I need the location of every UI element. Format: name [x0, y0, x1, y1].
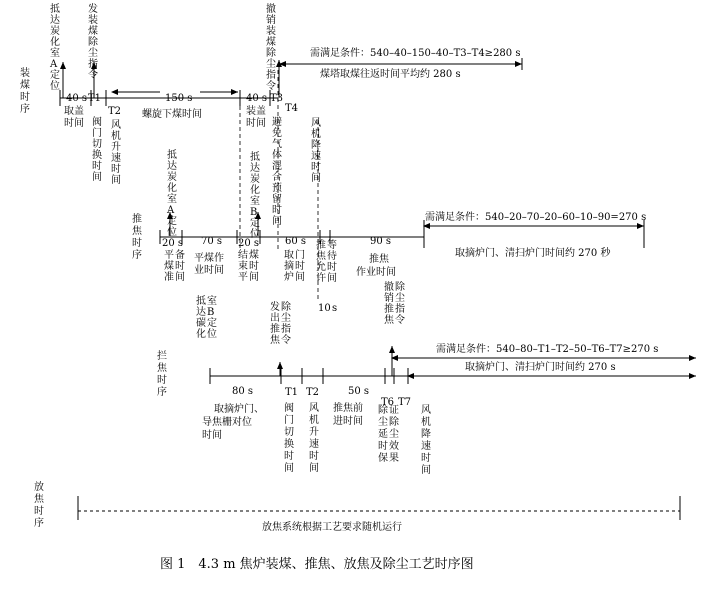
- vertical-char: 时: [111, 164, 121, 175]
- vertical-char: 风: [311, 118, 321, 129]
- vertical-char: 出: [270, 313, 280, 324]
- guide-cancel-dust: [384, 280, 406, 326]
- vertical-char: 除: [389, 417, 399, 428]
- vertical-char: 混: [272, 161, 282, 172]
- charging-fan-down: [311, 117, 321, 184]
- guide-50: 50 s: [348, 386, 370, 397]
- charging-40a: 40 s: [66, 93, 88, 104]
- vertical-char: 降: [311, 140, 321, 151]
- vertical-char: 时: [175, 261, 185, 272]
- pushing-arrive-a: [166, 148, 177, 238]
- vertical-char: 室: [207, 296, 217, 307]
- vertical-char: 尘: [281, 313, 291, 324]
- vertical-char: 预: [272, 183, 282, 194]
- vertical-char: 体: [272, 150, 282, 161]
- vertical-char: 指: [266, 70, 276, 81]
- vertical-char: 装: [88, 15, 98, 26]
- vertical-char: 机: [111, 131, 121, 142]
- vertical-char: 焦: [157, 363, 167, 374]
- vertical-char: 速: [421, 441, 431, 452]
- vertical-char: 令: [266, 81, 276, 92]
- vertical-char: 升: [309, 427, 319, 438]
- vertical-char: 炭: [250, 174, 260, 185]
- vertical-char: 备: [175, 250, 185, 261]
- vertical-char: 时: [249, 261, 259, 272]
- guide-valve: [284, 401, 294, 474]
- vertical-char: 位: [207, 329, 217, 340]
- vertical-char: 时: [20, 92, 30, 103]
- guide-t2: T2: [306, 387, 320, 398]
- vertical-char: 定: [207, 318, 217, 329]
- vertical-char: 煤: [20, 80, 30, 91]
- vertical-char: 气: [272, 139, 282, 150]
- vertical-char: 保: [378, 453, 388, 464]
- vertical-char: 焦: [132, 226, 142, 237]
- vertical-char: 间: [421, 465, 431, 476]
- charging-t4: T4: [285, 103, 299, 114]
- charging-avoid-gas: [272, 116, 282, 227]
- vertical-char: 化: [50, 37, 60, 48]
- vertical-char: 切: [92, 139, 102, 150]
- pushing-90: 90 s: [370, 236, 392, 247]
- guide-arrive-b: [196, 294, 217, 340]
- vertical-char: 间: [327, 273, 337, 284]
- vertical-char: 指: [395, 304, 405, 315]
- pushing-push-work2: 作业时间: [356, 267, 396, 278]
- vertical-char: 抵: [167, 150, 177, 161]
- vertical-char: 炭: [50, 26, 60, 37]
- vertical-char: 速: [311, 151, 321, 162]
- vertical-char: 效: [389, 441, 399, 452]
- vertical-char: 撤: [384, 282, 394, 293]
- vertical-char: 间: [311, 173, 321, 184]
- vertical-char: 许: [316, 273, 326, 284]
- vertical-char: 拦: [157, 351, 167, 362]
- vertical-char: 间: [309, 463, 319, 474]
- vertical-char: 令: [395, 315, 405, 326]
- charging-t1: T1: [88, 93, 102, 104]
- label-arrive-a: [49, 2, 60, 92]
- vertical-char: 间: [284, 463, 294, 474]
- vertical-char: 达: [196, 307, 206, 318]
- charging-lid-on: 装盖: [246, 106, 266, 117]
- charging-valve-time: [92, 115, 102, 183]
- vertical-char: 除: [266, 48, 276, 59]
- guide-t1: T1: [285, 387, 299, 398]
- vertical-char: 机: [309, 415, 319, 426]
- vertical-char: 结: [238, 250, 248, 261]
- vertical-char: A: [50, 59, 58, 70]
- vertical-char: 机: [421, 417, 431, 428]
- vertical-char: 室: [167, 194, 177, 205]
- vertical-char: 时: [92, 161, 102, 172]
- charging-lid-on2: 时间: [246, 118, 266, 129]
- vertical-char: 间: [249, 272, 259, 283]
- vertical-char: 门: [92, 128, 102, 139]
- pushing-require: 需满足条件：540–20–70–20–60–10–90=270 s: [425, 212, 647, 223]
- vertical-char: 等: [327, 240, 337, 251]
- vertical-char: 化: [196, 329, 206, 340]
- vertical-char: 风: [111, 120, 121, 131]
- pushing-allow-wait: [316, 238, 337, 284]
- charging-lid-time: 取盖: [64, 106, 84, 117]
- vertical-char: 时: [378, 441, 388, 452]
- vertical-char: 时: [295, 261, 305, 272]
- vertical-char: 间: [295, 272, 305, 283]
- vertical-char: 束: [238, 261, 248, 272]
- vertical-char: 阀: [92, 117, 102, 128]
- vertical-char: 风: [421, 405, 431, 416]
- row-label-charging: [20, 66, 30, 115]
- vertical-char: 升: [111, 142, 121, 153]
- guide-advance2: 进时间: [333, 416, 363, 427]
- vertical-char: 果: [389, 453, 399, 464]
- vertical-char: 煤: [88, 26, 98, 37]
- vertical-char: 机: [311, 129, 321, 140]
- vertical-char: 间: [272, 216, 282, 227]
- vertical-char: 速: [111, 153, 121, 164]
- vertical-char: 序: [20, 104, 30, 115]
- pushing-70: 70 s: [201, 236, 223, 247]
- pushing-end: [238, 248, 259, 283]
- vertical-char: 撤: [266, 4, 276, 15]
- vertical-char: 换: [284, 439, 294, 450]
- vertical-char: 炉: [284, 272, 294, 283]
- pushing-10: 10: [318, 303, 331, 314]
- guide-send-dust: [270, 300, 292, 346]
- vertical-char: 达: [167, 161, 177, 172]
- guide-t6: T6: [381, 397, 395, 408]
- vertical-char: 时: [284, 451, 294, 462]
- vertical-char: 时: [272, 205, 282, 216]
- vertical-char: 煤: [266, 37, 276, 48]
- vertical-char: 时: [132, 238, 142, 249]
- vertical-char: 抵: [250, 152, 260, 163]
- vertical-char: 煤: [164, 261, 174, 272]
- pushing-20a: 20 s: [162, 238, 184, 249]
- guide-align3: 时间: [202, 430, 222, 441]
- vertical-char: 煤: [249, 250, 259, 261]
- vertical-char: 平: [164, 250, 174, 261]
- vertical-char: 销: [384, 293, 394, 304]
- charging-spiral: 螺旋下煤时间: [142, 109, 202, 120]
- charging-40b: 40 s: [246, 93, 268, 104]
- vertical-char: 炭: [167, 172, 177, 183]
- pushing-10s: s: [332, 303, 338, 314]
- vertical-char: 位: [250, 229, 260, 240]
- vertical-char: 达: [50, 15, 60, 26]
- vertical-char: 时: [311, 162, 321, 173]
- vertical-char: 除: [281, 302, 291, 313]
- row-label-pushing: [132, 212, 143, 261]
- vertical-char: 免: [272, 128, 282, 139]
- vertical-char: 定: [50, 70, 60, 81]
- vertical-char: 令: [88, 70, 98, 81]
- vertical-char: 序: [132, 250, 142, 261]
- vertical-char: 准: [164, 272, 174, 283]
- vertical-char: 除: [88, 37, 98, 48]
- vertical-char: B: [250, 207, 258, 218]
- charging-150: 150 s: [165, 93, 193, 104]
- vertical-char: 位: [167, 227, 177, 238]
- label-cancel-charge-dust: [266, 2, 277, 92]
- vertical-char: 序: [157, 387, 167, 398]
- charging-fan-up: [111, 119, 121, 186]
- vertical-char: A: [167, 205, 175, 216]
- vertical-char: 位: [50, 81, 60, 92]
- vertical-char: 待: [327, 251, 337, 262]
- vertical-char: 尘: [378, 417, 388, 428]
- vertical-char: 证: [389, 405, 399, 416]
- pushing-take-door: [284, 248, 305, 283]
- guide-t7: T7: [398, 397, 412, 408]
- guide-require: 需满足条件：540–80–T1–T2–50–T6–T7≥270 s: [436, 344, 659, 355]
- charging-require: 需满足条件：540–40–150–40–T3–T4≥280 s: [310, 48, 521, 59]
- vertical-char: 碳: [196, 318, 206, 329]
- row-label-guide: [157, 349, 168, 398]
- vertical-char: 允: [316, 262, 326, 273]
- vertical-char: B: [207, 307, 215, 318]
- vertical-char: 降: [421, 429, 431, 440]
- pushing-prep: [164, 248, 185, 283]
- vertical-char: 时: [309, 451, 319, 462]
- vertical-char: 门: [295, 250, 305, 261]
- vertical-char: 时: [34, 506, 44, 517]
- vertical-char: 时: [327, 262, 337, 273]
- guide-80: 80 s: [232, 386, 254, 397]
- vertical-char: 时: [157, 375, 167, 386]
- vertical-char: 室: [50, 48, 60, 59]
- pushing-20b: 20 s: [238, 238, 260, 249]
- vertical-char: 发: [88, 4, 98, 15]
- guide-fan-down: [421, 404, 431, 476]
- vertical-char: 焦: [34, 494, 44, 505]
- pushing-work2: 业时间: [194, 265, 224, 276]
- vertical-char: 序: [34, 518, 44, 529]
- vertical-char: 延: [378, 429, 388, 440]
- guide-delay: [378, 404, 400, 464]
- vertical-char: 装: [266, 26, 276, 37]
- row-label-discharge: [34, 480, 45, 529]
- figure-caption: 图 1 4.3 m 焦炉装煤、推焦、放焦及除尘工艺时序图: [160, 557, 474, 572]
- vertical-char: 门: [284, 415, 294, 426]
- vertical-char: 尘: [88, 48, 98, 59]
- vertical-char: 定: [167, 216, 177, 227]
- guide-align2: 导焦栅对位: [202, 417, 252, 428]
- vertical-char: 推: [270, 324, 280, 335]
- vertical-char: 焦: [316, 251, 326, 262]
- vertical-char: 化: [167, 183, 177, 194]
- vertical-char: 避: [272, 117, 282, 128]
- guide-fan-up: [309, 402, 319, 474]
- vertical-char: 切: [284, 427, 294, 438]
- vertical-char: 阀: [284, 403, 294, 414]
- vertical-char: 尘: [395, 293, 405, 304]
- vertical-char: 装: [20, 68, 30, 79]
- pushing-60: 60 s: [285, 236, 307, 247]
- vertical-char: 时: [421, 453, 431, 464]
- vertical-char: 间: [175, 272, 185, 283]
- vertical-char: 合: [272, 172, 282, 183]
- vertical-char: 除: [395, 282, 405, 293]
- guide-align1: 取摘炉门、: [214, 404, 264, 415]
- vertical-char: 焦: [270, 335, 280, 346]
- vertical-char: 指: [281, 324, 291, 335]
- vertical-char: 抵: [196, 296, 206, 307]
- vertical-char: 抵: [50, 4, 60, 15]
- vertical-char: 焦: [384, 315, 394, 326]
- charging-t2: T2: [108, 106, 122, 117]
- guide-door-time: 取摘炉门、清扫炉门时间约 270 s: [465, 362, 616, 373]
- discharge-note: 放焦系统根据工艺要求随机运行: [262, 522, 402, 533]
- vertical-char: 换: [92, 150, 102, 161]
- charging-t3: T3: [270, 93, 284, 104]
- vertical-char: 放: [34, 482, 44, 493]
- vertical-char: 推: [132, 214, 142, 225]
- vertical-char: 销: [266, 15, 276, 26]
- guide-advance: 推焦前: [333, 403, 363, 414]
- vertical-char: 化: [250, 185, 260, 196]
- vertical-char: 风: [309, 403, 319, 414]
- vertical-char: 速: [309, 439, 319, 450]
- vertical-char: 平: [238, 272, 248, 283]
- vertical-char: 摘: [284, 261, 294, 272]
- vertical-char: 尘: [266, 59, 276, 70]
- vertical-char: 令: [281, 335, 291, 346]
- charging-lid-time2: 时间: [64, 118, 84, 129]
- vertical-char: 发: [270, 302, 280, 313]
- charging-return-time: 煤塔取煤往返时间平均约 280 s: [320, 69, 461, 80]
- pushing-door-time: 取摘炉门、清扫炉门时间约 270 秒: [455, 248, 611, 259]
- vertical-char: 室: [250, 196, 260, 207]
- vertical-char: 指: [88, 59, 98, 70]
- pushing-work: 平煤作: [194, 253, 224, 264]
- vertical-char: 推: [316, 240, 326, 251]
- vertical-char: 间: [92, 172, 102, 183]
- vertical-char: 达: [250, 163, 260, 174]
- pushing-push-work: 推焦: [369, 254, 389, 265]
- vertical-char: 推: [384, 304, 394, 315]
- vertical-char: 除: [378, 405, 388, 416]
- vertical-char: 间: [111, 175, 121, 186]
- vertical-char: 尘: [389, 429, 399, 440]
- vertical-char: 取: [284, 250, 294, 261]
- vertical-char: 定: [250, 218, 260, 229]
- vertical-char: 留: [272, 194, 282, 205]
